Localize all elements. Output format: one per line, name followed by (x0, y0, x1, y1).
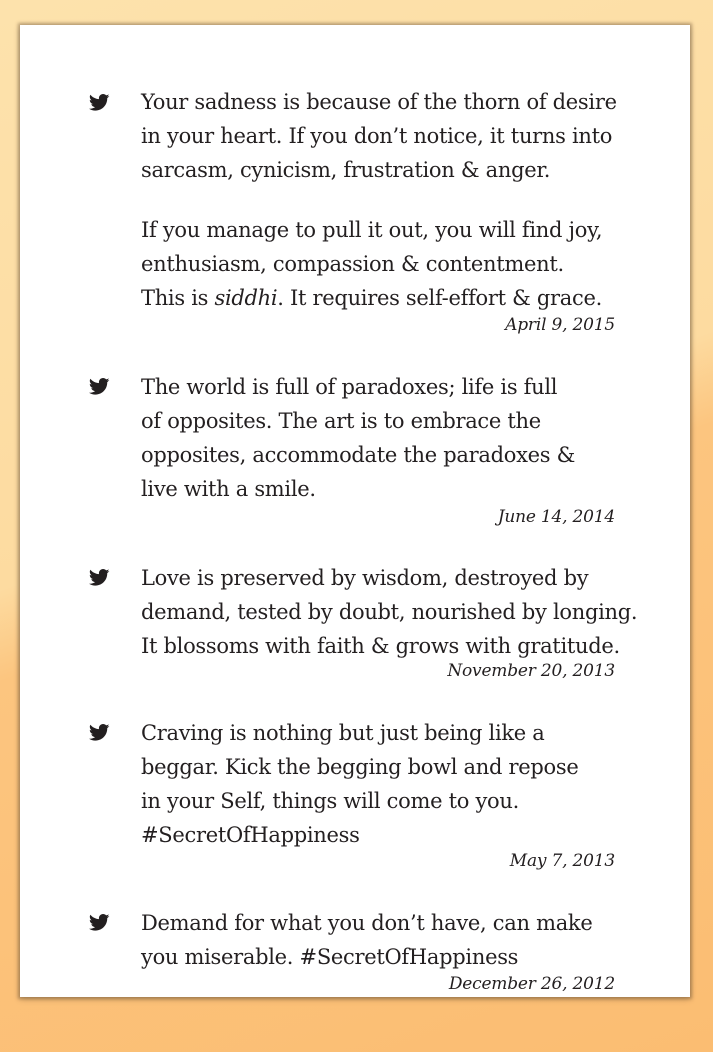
twitter-bird-icon (89, 378, 110, 395)
tweet-date: November 20, 2013 (447, 661, 615, 681)
tweet-date: June 14, 2014 (497, 507, 615, 527)
twitter-bird-icon (89, 94, 110, 111)
tweet-line: If you manage to pull it out, you will find joy, (141, 218, 603, 242)
tweet-3-paragraph (141, 561, 637, 663)
tweet-line: beggar. Kick the begging bowl and repose (141, 755, 579, 779)
tweet-line: Craving is nothing but just being like a (141, 721, 545, 745)
tweet-line: live with a smile. (141, 477, 316, 501)
tweet-date: December 26, 2012 (448, 974, 615, 994)
twitter-bird-icon (89, 724, 110, 741)
tweet-line: demand, tested by doubt, nourished by longing. (141, 600, 638, 624)
tweet-date: April 9, 2015 (505, 315, 615, 335)
tweet-line: you miserable. #SecretOfHappiness (141, 945, 519, 969)
quote-card (20, 25, 690, 997)
tweet-text: . It requires self-effort & grace. (277, 286, 602, 310)
tweet-line: of opposites. The art is to embrace the (141, 409, 541, 433)
twitter-bird-icon (89, 914, 110, 931)
tweet-line: The world is full of paradoxes; life is full (141, 375, 558, 399)
tweet-5-paragraph (141, 906, 592, 974)
tweet-line: sarcasm, cynicism, frustration & anger. (141, 158, 551, 182)
emphasized-word: siddhi (214, 286, 278, 310)
tweet-line: Love is preserved by wisdom, destroyed by (141, 566, 589, 590)
tweet-text: This is (141, 286, 215, 310)
tweet-line: opposites, accommodate the paradoxes & (141, 443, 576, 467)
tweet-line: in your Self, things will come to you. (141, 789, 519, 813)
tweet-line: Demand for what you don’t have, can make (141, 911, 593, 935)
tweet-line: in your heart. If you don’t notice, it turns into (141, 124, 613, 148)
tweet-line: enthusiasm, compassion & contentment. (141, 252, 564, 276)
tweet-1-paragraph-1 (141, 85, 617, 187)
tweet-2-paragraph (141, 370, 575, 506)
tweet-4-paragraph (141, 716, 578, 852)
tweet-line: #SecretOfHappiness (141, 823, 360, 847)
twitter-bird-icon (89, 569, 110, 586)
tweet-line: It blossoms with faith & grows with gratitude. (141, 634, 620, 658)
tweet-1-paragraph-2 (141, 213, 602, 315)
tweet-line: Your sadness is because of the thorn of desire (141, 90, 617, 114)
tweet-date: May 7, 2013 (509, 851, 615, 871)
tweet-line (141, 281, 602, 315)
